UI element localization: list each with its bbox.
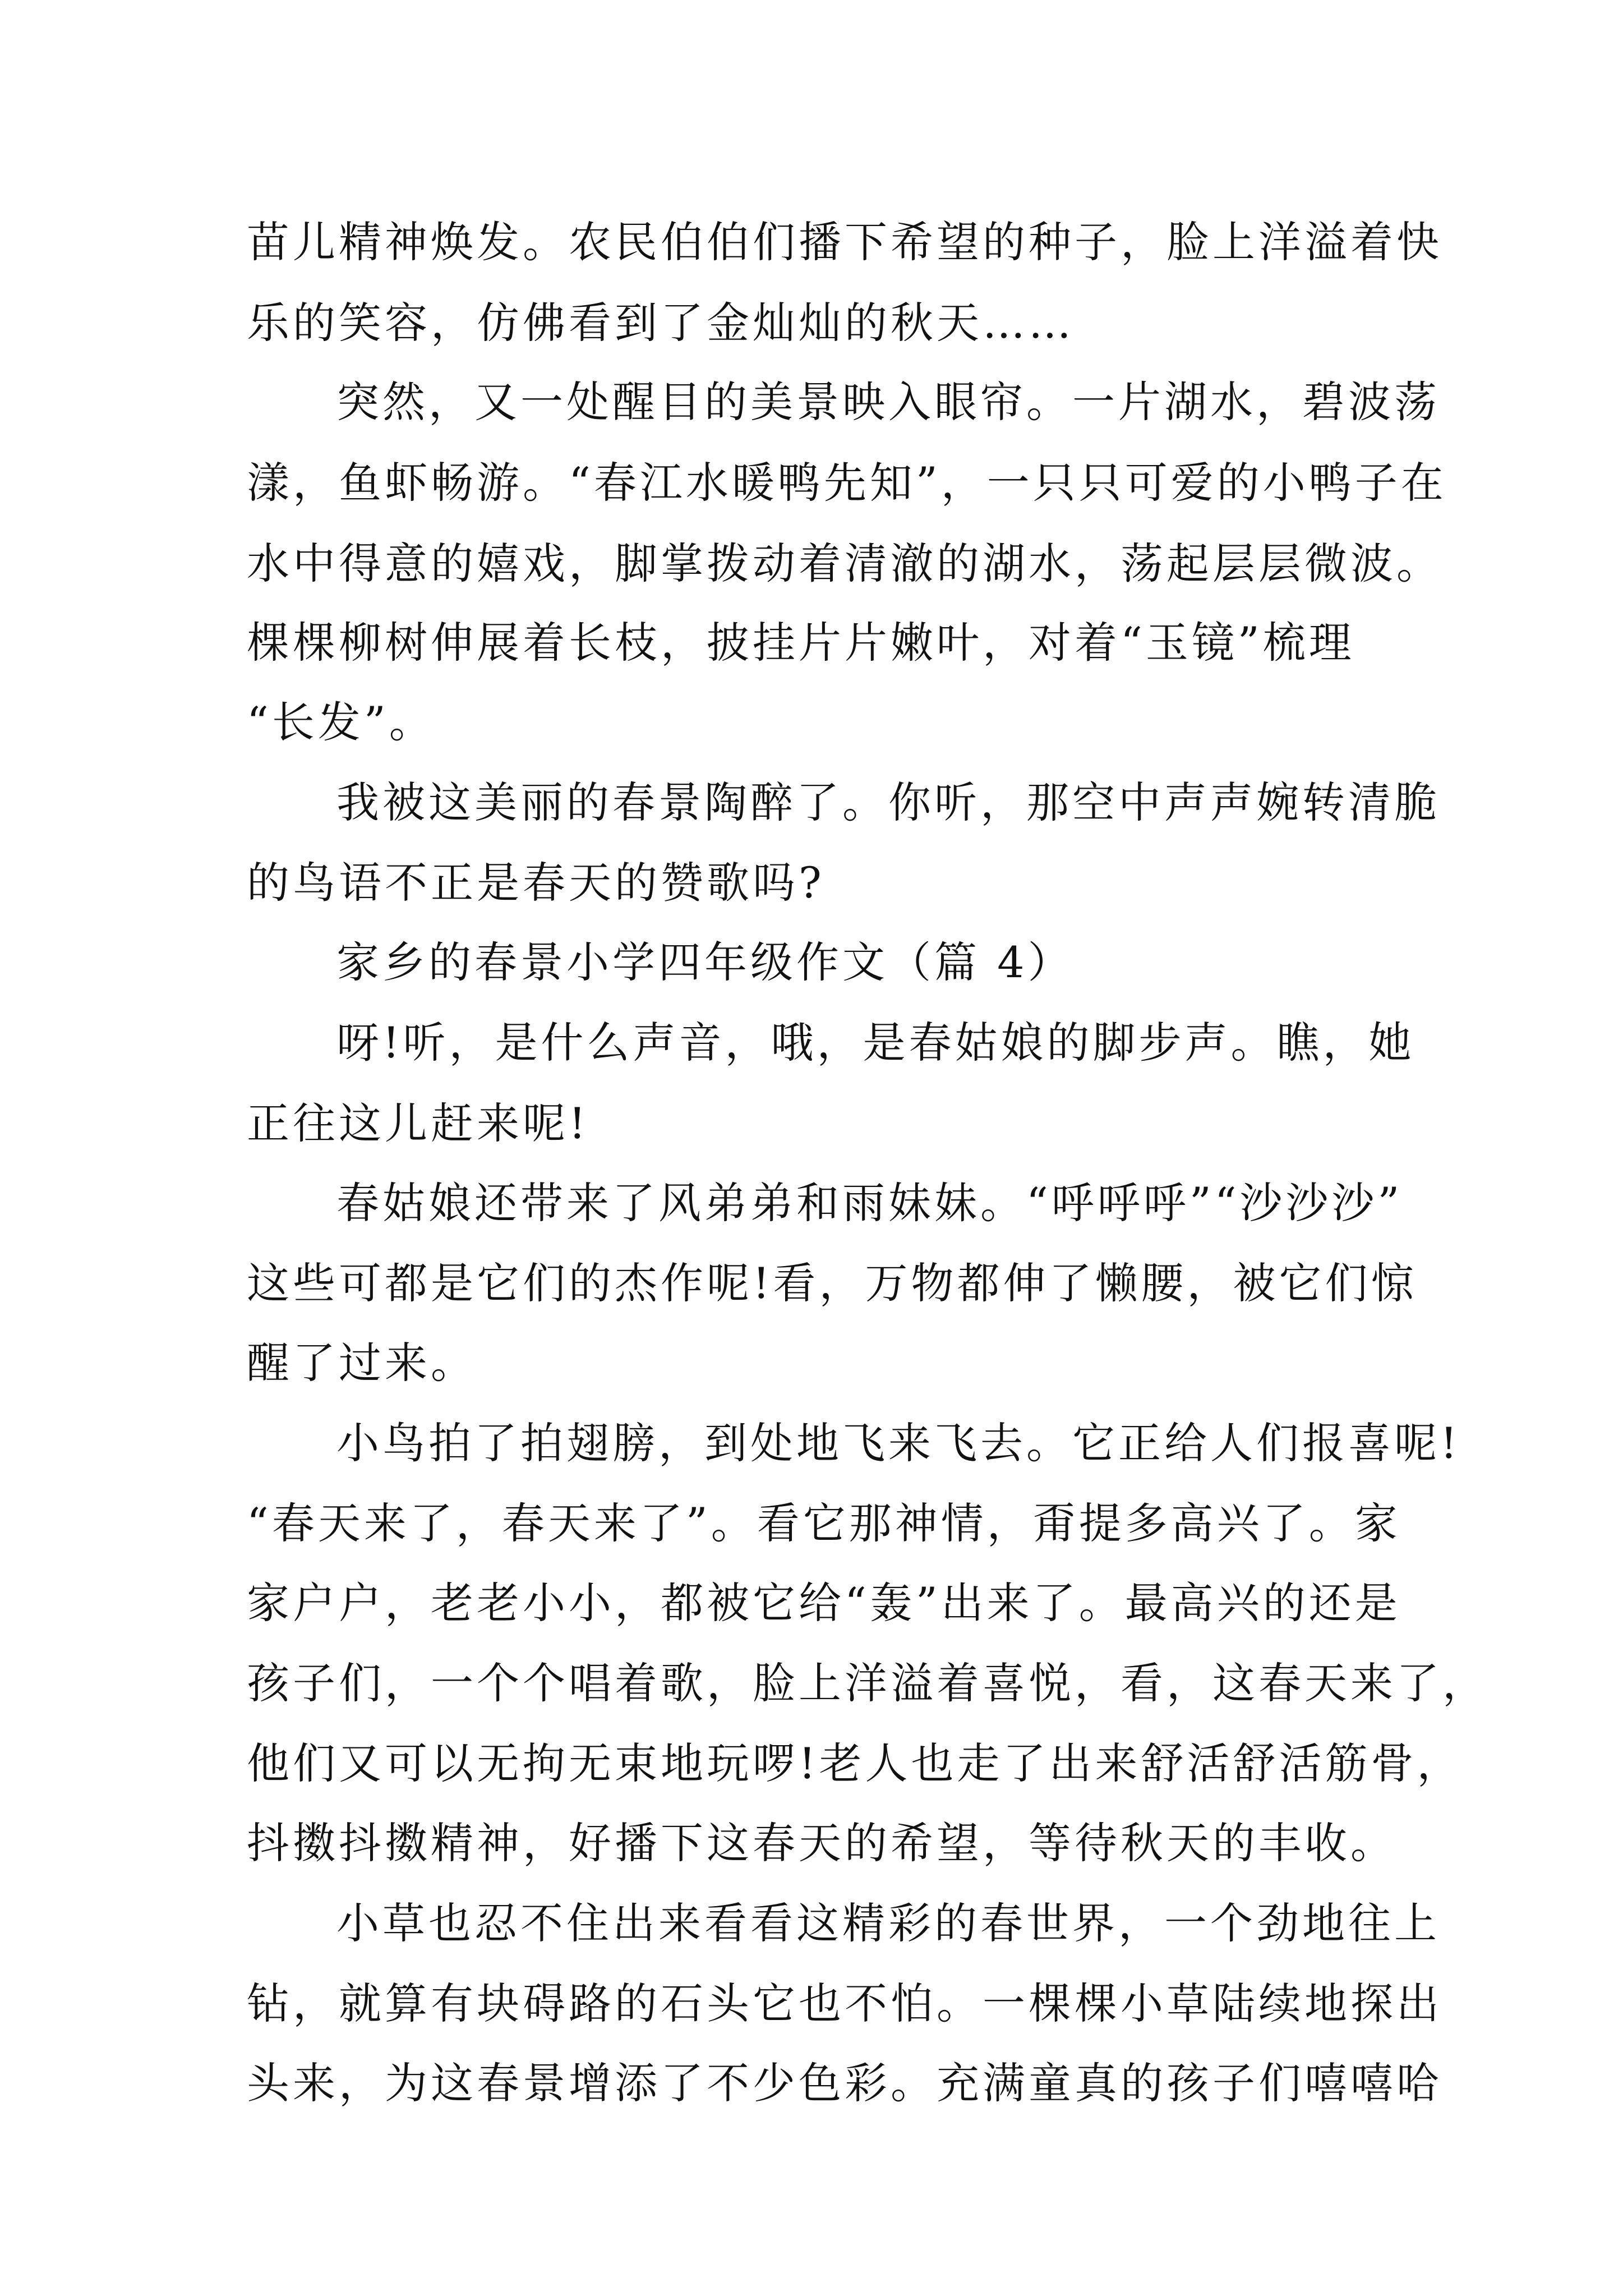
text-line: 孩子们，一个个唱着歌，脸上洋溢着喜悦，看，这春天来了， (247, 1658, 1488, 1708)
paragraph-start-line: 小草也忍不住出来看看这精彩的春世界，一个劲地往上 (336, 1898, 1440, 1948)
text-line: 正往这儿赶来呢! (247, 1098, 589, 1148)
text-line: “春天来了，春天来了”。看它那神情，甭提多高兴了。家 (247, 1498, 1401, 1548)
text-line: 苗儿精神焕发。农民伯伯们播下希望的种子，脸上洋溢着快 (247, 217, 1442, 267)
paragraph-start-line: 春姑娘还带来了风弟弟和雨妹妹。“呼呼呼”“沙沙沙” (336, 1178, 1403, 1228)
text-line: 头来，为这春景增添了不少色彩。充满童真的孩子们嘻嘻哈 (247, 2058, 1442, 2108)
text-line: 钻，就算有块碍路的石头它也不怕。一棵棵小草陆续地探出 (247, 1978, 1442, 2028)
text-line: 这些可都是它们的杰作呢!看，万物都伸了懒腰，被它们惊 (247, 1258, 1417, 1308)
section-heading: 家乡的春景小学四年级作文（篇 4） (336, 937, 1074, 987)
text-line: 水中得意的嬉戏，脚掌拨动着清澈的湖水，荡起层层微波。 (247, 539, 1442, 588)
text-line: 家户户，老老小小，都被它给“轰”出来了。最高兴的还是 (247, 1578, 1401, 1628)
text-line: 他们又可以无拘无束地玩啰!老人也走了出来舒活舒活筋骨， (247, 1738, 1463, 1788)
text-line: 醒了过来。 (247, 1338, 477, 1388)
text-line: 乐的笑容，仿佛看到了金灿灿的秋天…… (247, 298, 1075, 348)
text-line: 漾，鱼虾畅游。“春江水暖鸭先知”，一只只可爱的小鸭子在 (247, 458, 1447, 508)
text-line: 棵棵柳树伸展着长枝，披挂片片嫩叶，对着“玉镜”梳理 (247, 618, 1355, 668)
text-line: 抖擞抖擞精神，好播下这春天的希望，等待秋天的丰收。 (247, 1818, 1396, 1868)
text-line: 的鸟语不正是春天的赞歌吗? (247, 858, 825, 908)
paragraph-start-line: 呀!听，是什么声音，哦，是春姑娘的脚步声。瞧，她 (336, 1018, 1415, 1068)
paragraph-start-line: 小鸟拍了拍翅膀，到处地飞来飞去。它正给人们报喜呢! (336, 1418, 1461, 1468)
text-line: “长发”。 (247, 697, 435, 747)
paragraph-start-line: 我被这美丽的春景陶醉了。你听，那空中声声婉转清脆 (336, 777, 1440, 827)
paragraph-start-line: 突然，又一处醒目的美景映入眼帘。一片湖水，碧波荡 (336, 377, 1440, 427)
